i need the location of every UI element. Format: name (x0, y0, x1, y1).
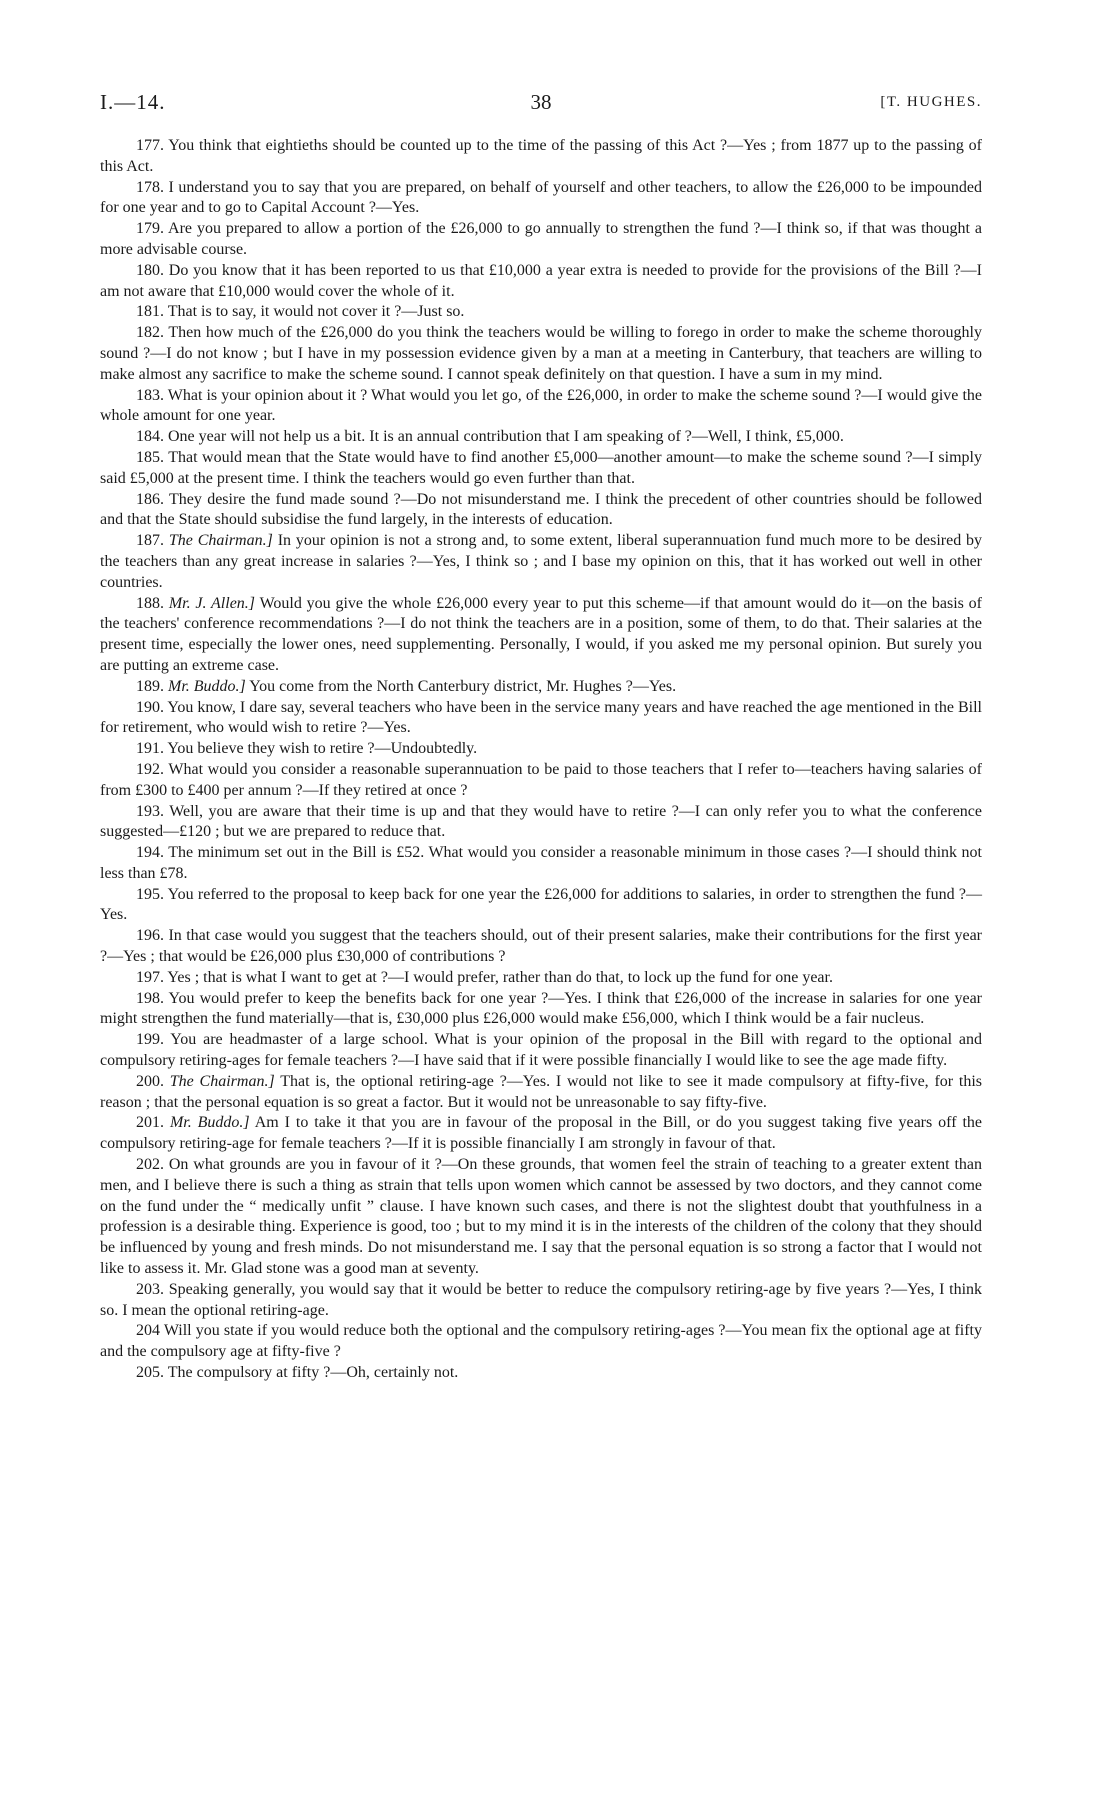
question-number: 178. (136, 178, 164, 196)
question-number: 191. (136, 740, 164, 758)
question-number: 185. (136, 448, 164, 466)
question-text: You know, I dare say, several teachers who have been in the service many years and have reached the age mentioned in the Bill for retirement, who would wish to retire ?—Yes. (100, 698, 982, 737)
question-number: 198. (136, 989, 164, 1007)
question-text: That is, the optional retiring-age ?—Yes. I would not like to see it made compulsory at fifty-five, for this reason ; that the personal equation is so great a factor. But it would not be unreasonable to say fifty-five. (100, 1072, 983, 1111)
question-paragraph (100, 1030, 982, 1072)
question-number: 194. (136, 844, 164, 862)
question-paragraph (100, 178, 982, 220)
question-number: 179. (136, 220, 164, 238)
question-text: What is your opinion about it ? What would you let go, of the £26,000, in order to make the scheme sound ?—I would give the whole amount for one year. (100, 386, 982, 425)
question-number: 187. (136, 532, 164, 550)
question-text: Will you state if you would reduce both the optional and the compulsory retiring-ages ?—You mean fix the optional age at fifty and the compulsory age at fifty-five ? (100, 1322, 982, 1361)
question-number: 199. (136, 1031, 164, 1049)
question-text: Yes ; that is what I want to get at ?—I would prefer, rather than do that, to lock up the fund for one year. (167, 968, 833, 986)
question-paragraph (100, 926, 982, 968)
speaker-name: Mr. Buddo.] (169, 1114, 250, 1132)
question-text: You referred to the proposal to keep back for one year the £26,000 for additions to salaries, in order to strengthen the fund ?—Yes. (100, 885, 982, 924)
question-text: Then how much of the £26,000 do you think the teachers would be willing to forego in order to make the scheme thoroughly sound ?—I do not know ; but I have in my possession evidence given by a man at a meeting in Canterbury, that teachers are willing to make almost any sacrifice to make the scheme sound. I cannot speak definitely on that question. I have a sum in my mind. (100, 324, 982, 383)
question-paragraph (100, 843, 982, 885)
question-text: The compulsory at fifty ?—Oh, certainly not. (167, 1364, 459, 1382)
question-number: 197. (136, 968, 164, 986)
question-text: Do you know that it has been reported to us that £10,000 a year extra is needed to provide for the provisions of the Bill ?—I am not aware that £10,000 would cover the whole of it. (100, 261, 983, 300)
paper-reference: I.—14. (100, 90, 166, 114)
question-number: 195. (136, 885, 164, 903)
question-number: 204 (136, 1322, 160, 1340)
witness-name: [T. HUGHES. (880, 94, 982, 110)
question-paragraph (100, 594, 982, 677)
question-paragraph (100, 323, 982, 385)
question-number: 186. (136, 490, 164, 508)
question-text: In that case would you suggest that the teachers should, out of their present salaries, make their contributions for the first year ?—Yes ; that would be £26,000 plus £30,000 of contributions ? (100, 927, 983, 966)
question-text: You think that eightieths should be counted up to the time of the passing of this Act ?—Yes ; from 1877 up to the passing of this Act. (100, 137, 983, 175)
question-number: 205. (136, 1364, 164, 1382)
speaker-name: The Chairman.] (169, 1072, 275, 1090)
question-text: I understand you to say that you are prepared, on behalf of yourself and other teachers, to allow the £26,000 to be impounded for one year and to go to Capital Account ?—Yes. (100, 178, 983, 217)
speaker-name: Mr. Buddo.] (168, 677, 246, 695)
question-paragraph (100, 1113, 982, 1155)
question-text: They desire the fund made sound ?—Do not misunderstand me. I think the precedent of other countries should be followed and that the State should subsidise the fund largely, in the interests of education. (100, 490, 982, 529)
question-paragraph (100, 1363, 982, 1384)
question-number: 177. (136, 137, 164, 154)
question-number: 190. (136, 698, 164, 716)
question-text: Would you give the whole £26,000 every year to put this scheme—if that amount would do it—on the basis of the teachers' conference recommendations ?—I do not think the teachers are in a position, some of them, to do that. Their salaries at the present time, especially the lower ones, need supplementing. Personally, I would, if you asked me my personal opinion. But surely you are putting an extreme case. (100, 594, 983, 674)
question-text: In your opinion is not a strong and, to some extent, liberal superannuation fund much more to be desired by the teachers than any great increase in salaries ?—Yes, I think so ; and I base my opinion on this, that it has worked out well in other countries. (100, 532, 983, 591)
question-paragraph (100, 1280, 982, 1322)
question-paragraph (100, 448, 982, 490)
question-paragraph (100, 531, 982, 593)
question-number: 181. (136, 303, 164, 321)
question-text: Speaking generally, you would say that it would be better to reduce the compulsory retiring-age by five years ?—Yes, I think so. I mean the optional retiring-age. (100, 1280, 983, 1319)
question-paragraph (100, 490, 982, 532)
question-paragraph (100, 302, 982, 323)
page-header (100, 90, 982, 118)
question-paragraph (100, 261, 982, 303)
question-number: 184. (136, 428, 164, 446)
question-paragraph (100, 1321, 982, 1363)
question-number: 188. (136, 594, 164, 612)
question-text: That would mean that the State would have to find another £5,000—another amount—to make the scheme sound ?—I simply said £5,000 at the present time. I think the teachers would go even further than that. (100, 448, 982, 487)
question-paragraph (100, 1155, 982, 1280)
question-text: You are headmaster of a large school. What is your opinion of the proposal in the Bill with regard to the optional and compulsory retiring-ages for female teachers ?—I have said that if it were possible financially I would like to see the age made fifty. (100, 1031, 983, 1070)
question-number: 202. (136, 1156, 164, 1174)
question-text: The minimum set out in the Bill is £52. What would you consider a reasonable minimum in those cases ?—I should think not less than £78. (100, 844, 982, 882)
question-text: You come from the North Canterbury district, Mr. Hughes ?—Yes. (249, 677, 677, 695)
question-text: What would you consider a reasonable superannuation to be paid to those teachers that I refer to—teachers having salaries of from £300 to £400 per annum ?—If they retired at once ? (100, 760, 982, 799)
question-text: Am I to take it that you are in favour of the proposal in the Bill, or do you suggest taking five years off the compulsory retiring-age for female teachers ?—If it is possible financially I am strongly in favour of that. (100, 1114, 983, 1153)
question-number: 189. (136, 677, 164, 695)
question-paragraph (100, 760, 982, 802)
question-text: You believe they wish to retire ?—Undoubtedly. (167, 740, 478, 758)
question-paragraph (100, 386, 982, 428)
question-text: On what grounds are you in favour of it ?—On these grounds, that women feel the strain of teaching to a greater extent than men, and I believe there is such a thing as strain that tells upon women which cannot be assessed by two doctors, and they cannot come on the fund under the “ medically unfit ” clause. I have known such cases, and there is not the slightest doubt that youthfulness in a profession is a desirable thing. Experience is good, too ; but to my mind it is in the interests of the children of the colony that they should be influenced by young and fresh minds. Do not misunderstand me. I say that the personal equation is so strong a factor that I would not like to assess it. Mr. Glad stone was a good man at seventy. (100, 1156, 983, 1278)
question-paragraph (100, 427, 982, 448)
document-body (100, 136, 982, 1384)
question-number: 193. (136, 802, 164, 820)
question-paragraph (100, 802, 982, 844)
question-number: 201. (136, 1114, 164, 1132)
page-number: 38 (530, 90, 552, 114)
question-paragraph (100, 136, 982, 178)
question-paragraph (100, 1072, 982, 1114)
question-paragraph (100, 219, 982, 261)
question-text: One year will not help us a bit. It is an annual contribution that I am speaking of ?—Well, I think, £5,000. (168, 428, 844, 446)
question-number: 183. (136, 386, 164, 404)
question-number: 196. (136, 927, 164, 945)
question-number: 182. (136, 324, 164, 342)
question-number: 192. (136, 760, 164, 778)
question-text: Well, you are aware that their time is up and that they would have to retire ?—I can only refer you to what the conference suggested—£120 ; but we are prepared to reduce that. (100, 802, 982, 841)
question-text: That is to say, it would not cover it ?—Just so. (167, 303, 465, 321)
question-paragraph (100, 677, 982, 698)
question-paragraph (100, 698, 982, 740)
question-paragraph (100, 739, 982, 760)
question-paragraph (100, 968, 982, 989)
question-text: Are you prepared to allow a portion of the £26,000 to go annually to strengthen the fund ?—I think so, if that was thought a more advisable course. (100, 220, 982, 258)
speaker-name: The Chairman.] (168, 532, 273, 550)
question-paragraph (100, 989, 982, 1031)
question-number: 180. (136, 261, 164, 279)
question-number: 203. (136, 1280, 164, 1298)
question-number: 200. (136, 1072, 164, 1090)
question-paragraph (100, 885, 982, 927)
speaker-name: Mr. J. Allen.] (168, 594, 256, 612)
question-text: You would prefer to keep the benefits back for one year ?—Yes. I think that £26,000 of the increase in salaries for one year might strengthen the fund materially—that is, £30,000 plus £26,000 would make £56,000, which I think would be a fair nucleus. (100, 989, 983, 1028)
